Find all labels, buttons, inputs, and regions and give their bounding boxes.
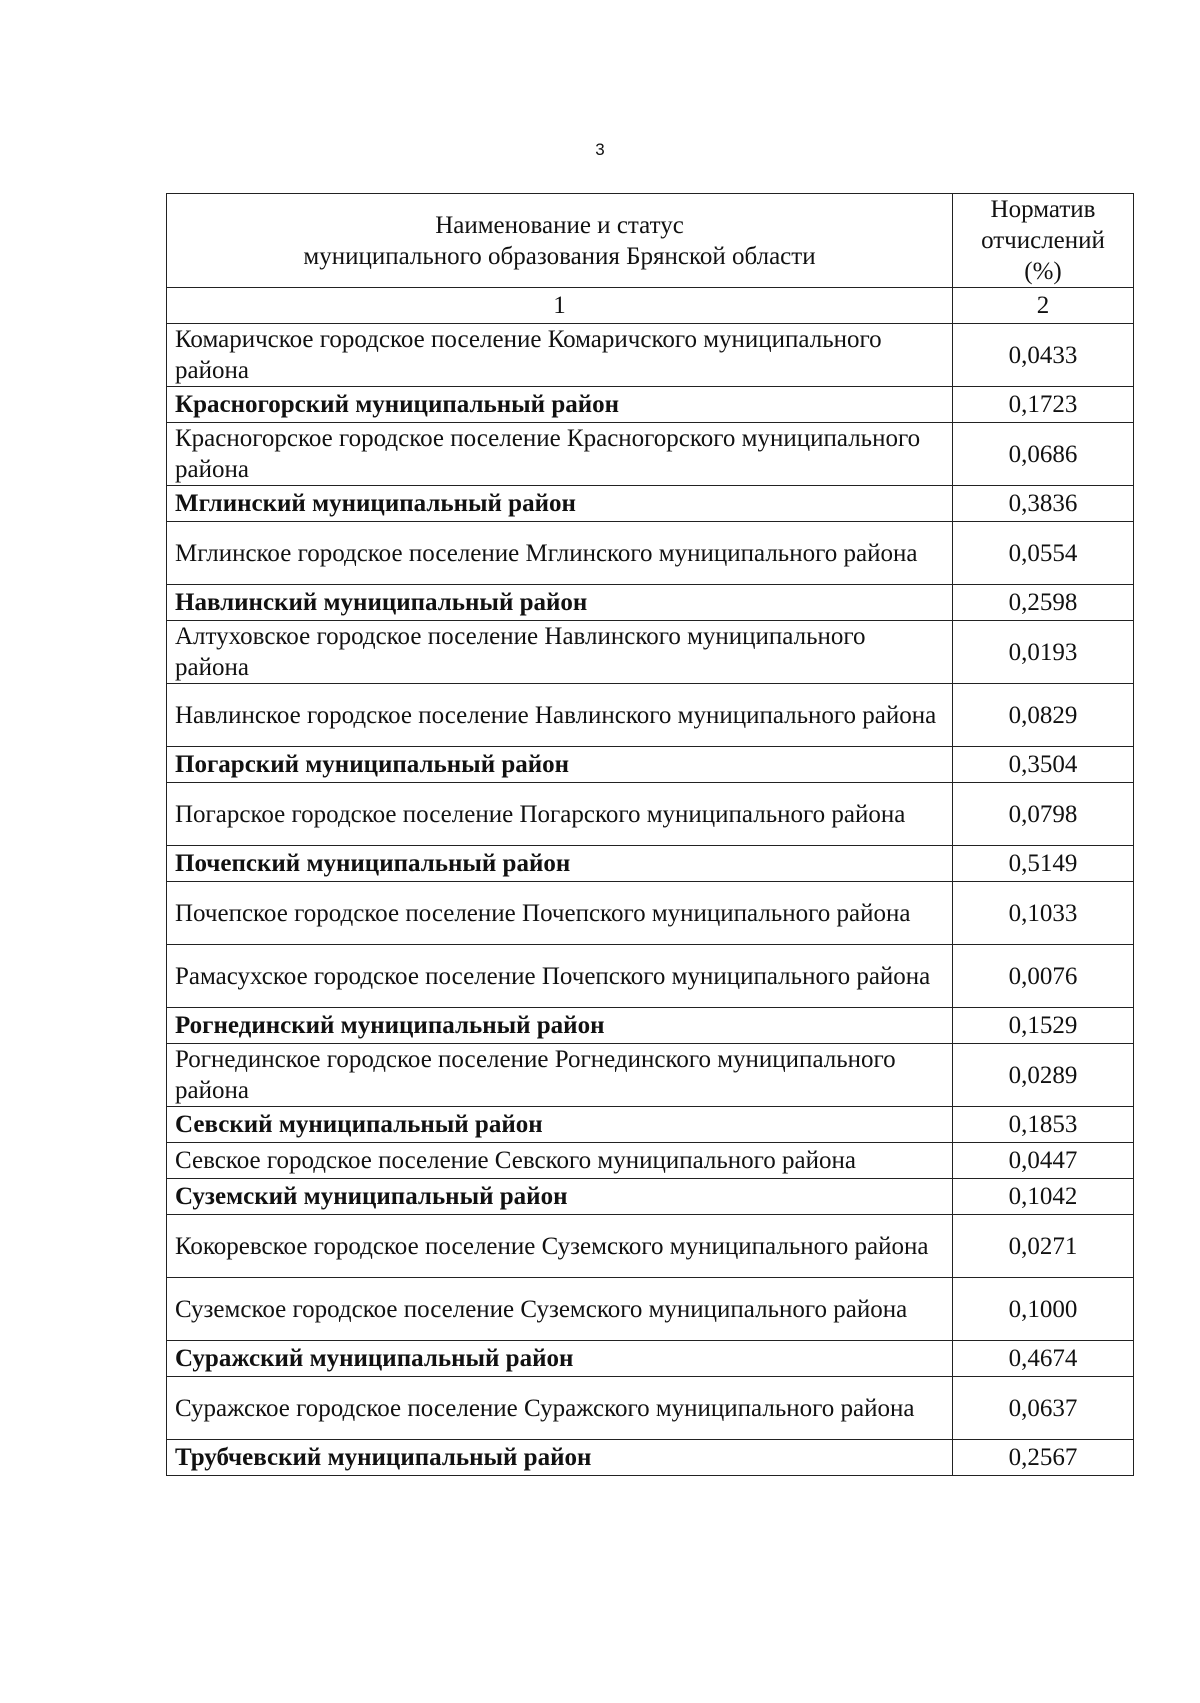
row-value: 0,1033	[953, 882, 1134, 945]
row-value: 0,1000	[953, 1278, 1134, 1341]
settlement-row	[167, 684, 1134, 747]
row-value: 0,0447	[953, 1143, 1134, 1179]
row-name: Комаричское городское поселение Комаричского муниципального района	[167, 324, 953, 387]
row-value: 0,0433	[953, 324, 1134, 387]
row-value: 0,0798	[953, 783, 1134, 846]
table-header-row	[167, 194, 1134, 288]
row-name: Суземское городское поселение Суземского муниципального района	[167, 1278, 953, 1341]
settlement-row	[167, 1215, 1134, 1278]
row-name: Мглинское городское поселение Мглинского муниципального района	[167, 522, 953, 585]
row-value: 0,0271	[953, 1215, 1134, 1278]
district-row	[167, 1008, 1134, 1044]
row-value: 0,0289	[953, 1044, 1134, 1107]
header-name-line: муниципального образования Брянской области	[303, 242, 816, 270]
settlement-row	[167, 1278, 1134, 1341]
row-name: Суражский муниципальный район	[167, 1341, 953, 1377]
row-value: 0,1042	[953, 1179, 1134, 1215]
header-name-line: Наименование и статус	[435, 211, 684, 239]
district-row	[167, 486, 1134, 522]
settlement-row	[167, 783, 1134, 846]
row-name: Навлинское городское поселение Навлинского муниципального района	[167, 684, 953, 747]
row-value: 0,0829	[953, 684, 1134, 747]
settlement-row	[167, 882, 1134, 945]
settlement-row	[167, 1377, 1134, 1440]
settlement-row	[167, 1044, 1134, 1107]
page-number: 3	[595, 140, 605, 159]
settlement-row	[167, 1143, 1134, 1179]
deduction-norms-table	[166, 193, 1134, 1476]
row-name: Трубчевский муниципальный район	[167, 1440, 953, 1476]
row-name: Суражское городское поселение Суражского муниципального района	[167, 1377, 953, 1440]
header-value-line: Норматив	[990, 196, 1096, 223]
row-value: 0,5149	[953, 846, 1134, 882]
header-value-column	[953, 194, 1134, 288]
settlement-row	[167, 945, 1134, 1008]
district-row	[167, 585, 1134, 621]
row-name: Рамасухское городское поселение Почепского муниципального района	[167, 945, 953, 1008]
row-name: Погарское городское поселение Погарского муниципального района	[167, 783, 953, 846]
header-value-line: (%)	[1024, 258, 1062, 285]
row-name: Почепское городское поселение Почепского муниципального района	[167, 882, 953, 945]
row-value: 0,0686	[953, 423, 1134, 486]
district-row	[167, 1107, 1134, 1143]
row-name: Севское городское поселение Севского муниципального района	[167, 1143, 953, 1179]
row-value: 0,3836	[953, 486, 1134, 522]
row-name: Красногорский муниципальный район	[167, 387, 953, 423]
row-name: Почепский муниципальный район	[167, 846, 953, 882]
district-row	[167, 846, 1134, 882]
row-name: Рогнединский муниципальный район	[167, 1008, 953, 1044]
row-value: 0,2567	[953, 1440, 1134, 1476]
row-value: 0,0637	[953, 1377, 1134, 1440]
header-value-line: отчислений	[981, 227, 1105, 254]
row-name: Суземский муниципальный район	[167, 1179, 953, 1215]
settlement-row	[167, 522, 1134, 585]
row-value: 0,0193	[953, 621, 1134, 684]
district-row	[167, 747, 1134, 783]
row-name: Красногорское городское поселение Красногорского муниципального района	[167, 423, 953, 486]
column-number-row	[167, 288, 1134, 324]
row-value: 0,4674	[953, 1341, 1134, 1377]
row-name: Рогнединское городское поселение Рогнединского муниципального района	[167, 1044, 953, 1107]
district-row	[167, 387, 1134, 423]
row-name: Погарский муниципальный район	[167, 747, 953, 783]
column-number: 1	[167, 288, 953, 324]
settlement-row	[167, 423, 1134, 486]
row-name: Алтуховское городское поселение Навлинского муниципального района	[167, 621, 953, 684]
row-name: Навлинский муниципальный район	[167, 585, 953, 621]
row-name: Мглинский муниципальный район	[167, 486, 953, 522]
row-name: Кокоревское городское поселение Суземского муниципального района	[167, 1215, 953, 1278]
settlement-row	[167, 324, 1134, 387]
row-value: 0,0076	[953, 945, 1134, 1008]
district-row	[167, 1341, 1134, 1377]
column-number: 2	[953, 288, 1134, 324]
district-row	[167, 1440, 1134, 1476]
row-value: 0,1853	[953, 1107, 1134, 1143]
row-name: Севский муниципальный район	[167, 1107, 953, 1143]
row-value: 0,2598	[953, 585, 1134, 621]
row-value: 0,3504	[953, 747, 1134, 783]
header-name-column	[167, 194, 953, 288]
row-value: 0,0554	[953, 522, 1134, 585]
row-value: 0,1723	[953, 387, 1134, 423]
settlement-row	[167, 621, 1134, 684]
district-row	[167, 1179, 1134, 1215]
row-value: 0,1529	[953, 1008, 1134, 1044]
